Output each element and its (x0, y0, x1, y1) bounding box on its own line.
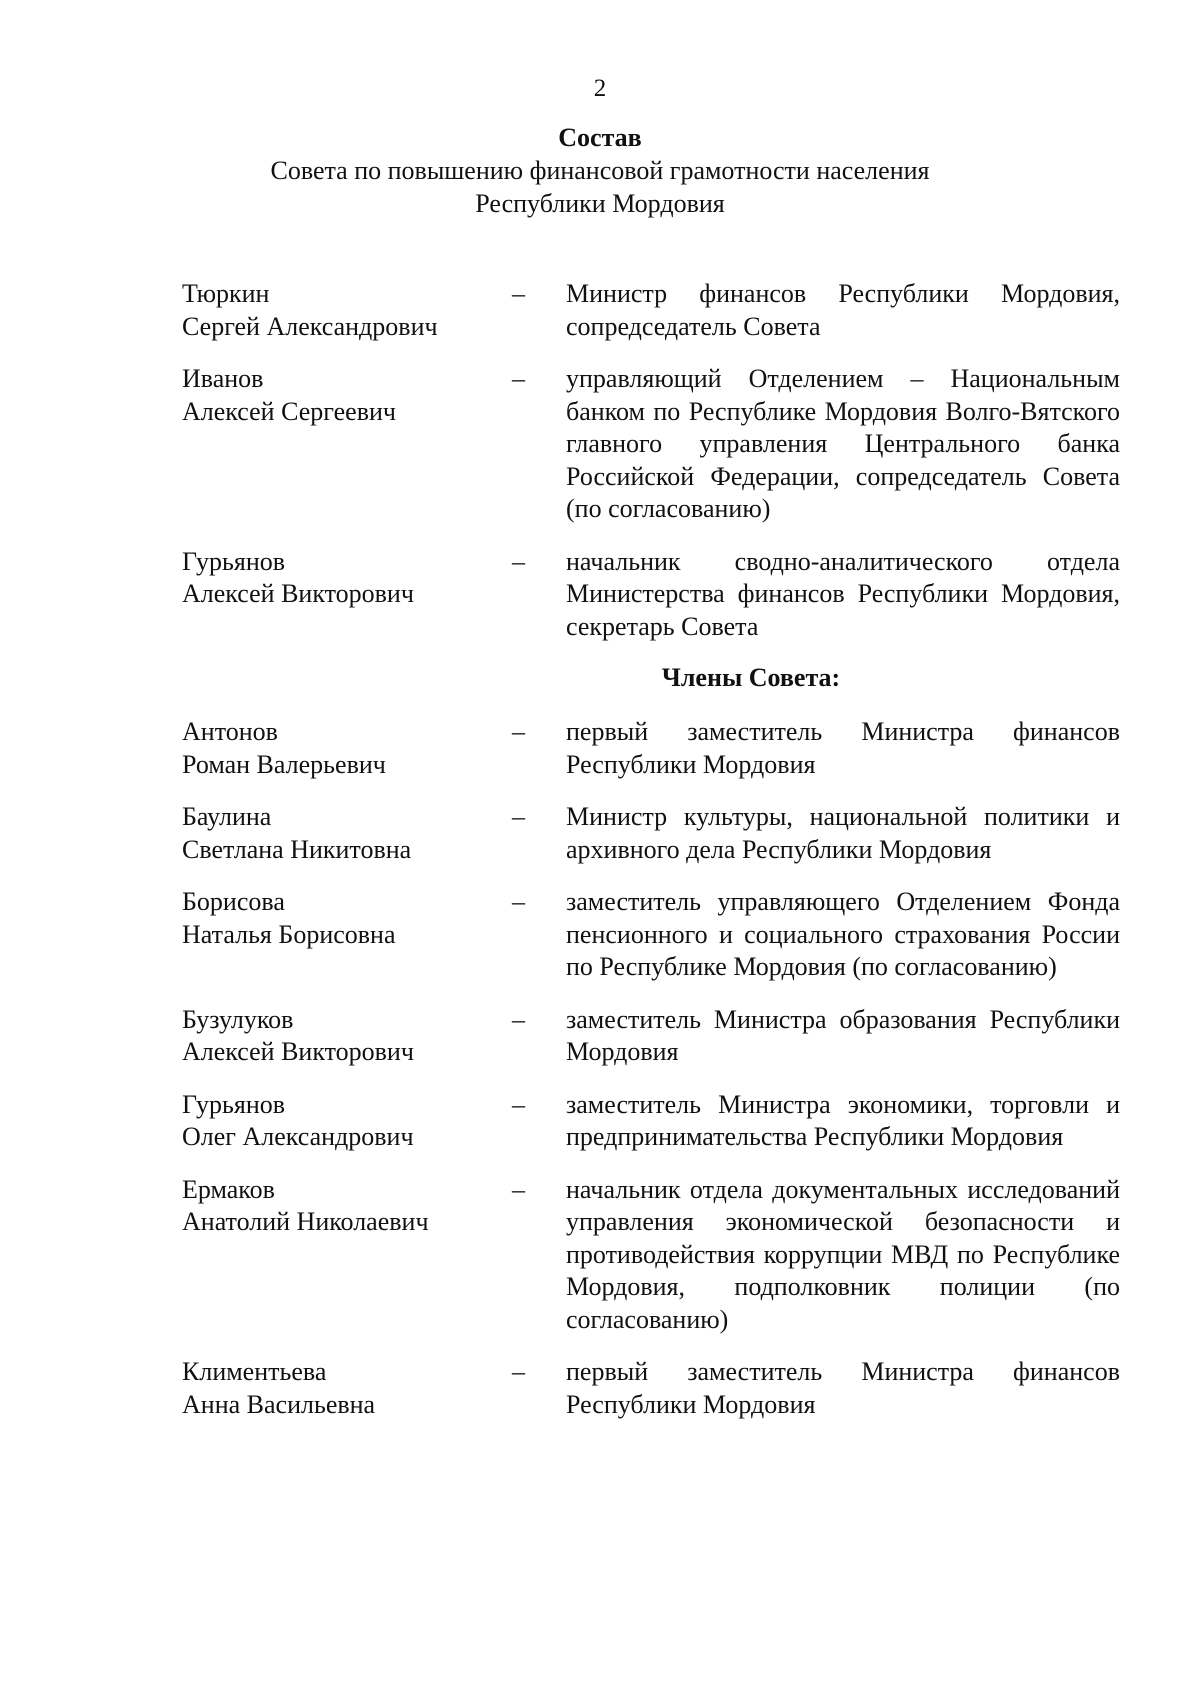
member-name (182, 363, 512, 526)
member-given-name: Анатолий Николаевич (182, 1207, 429, 1236)
dash-separator: – (512, 1174, 525, 1204)
member-role: первый заместитель Министра финансов Республики Мордовия (566, 717, 1120, 779)
member-entry (182, 801, 1120, 866)
members-section-title: Члены Совета: (661, 663, 841, 692)
member-role: управляющий Отделением – Национальным банком по Республике Мордовия Волго-Вятского главного управления Центрального банка Российской Федерации, сопредседатель Совета (по согласованию) (566, 364, 1120, 523)
member-given-name: Алексей Викторович (182, 1037, 414, 1066)
member-role: заместитель управляющего Отделением Фонда пенсионного и социального страхования России по Республике Мордовия (по согласованию) (566, 887, 1120, 981)
member-surname: Борисова (182, 887, 285, 916)
member-name (182, 1089, 512, 1154)
member-surname: Ермаков (182, 1174, 275, 1204)
dash-separator: – (512, 1089, 525, 1119)
chair-entry (182, 278, 1120, 343)
member-role: начальник отдела документальных исследований управления экономической безопасности и противодействия коррупции МВД по Республике Мордовия, подполковник полиции (по согласованию) (566, 1174, 1120, 1334)
member-surname: Гурьянов (182, 546, 286, 576)
member-name (182, 886, 512, 984)
document-heading (0, 121, 1200, 220)
member-role: Министр культуры, национальной политики и архивного дела Республики Мордовия (566, 802, 1120, 864)
member-surname: Иванов (182, 364, 264, 393)
member-entry (182, 1004, 1120, 1069)
member-name (182, 801, 512, 866)
member-entry (182, 1089, 1120, 1154)
member-given-name: Наталья Борисовна (182, 919, 396, 949)
member-role: заместитель Министра образования Республики Мордовия (566, 1004, 1120, 1066)
member-name (182, 1356, 512, 1421)
member-surname: Гурьянов (182, 1089, 286, 1119)
member-entry (182, 1174, 1120, 1337)
heading-title: Состав (558, 123, 642, 152)
member-name (182, 1004, 512, 1069)
council-list (182, 278, 1120, 1421)
dash-separator: – (512, 1357, 525, 1386)
member-surname: Антонов (182, 717, 278, 746)
member-name (182, 278, 512, 343)
member-given-name: Роман Валерьевич (182, 749, 386, 779)
member-given-name: Светлана Никитовна (182, 834, 412, 864)
member-surname: Тюркин (182, 279, 270, 308)
heading-line-2: Республики Мордовия (475, 189, 725, 218)
member-name (182, 546, 512, 644)
dash-separator: – (512, 887, 525, 916)
heading-line-1: Совета по повышению финансовой грамотности населения (270, 156, 930, 185)
member-name (182, 1174, 512, 1337)
member-role: Министр финансов Республики Мордовия, сопредседатель Совета (566, 279, 1120, 341)
member-role: первый заместитель Министра финансов Республики Мордовия (566, 1357, 1120, 1419)
chair-entry (182, 363, 1120, 526)
dash-separator: – (512, 364, 525, 393)
page-number: 2 (593, 75, 607, 102)
member-entry (182, 716, 1120, 781)
member-surname: Бузулуков (182, 1004, 294, 1034)
dash-separator: – (512, 546, 525, 576)
dash-separator: – (512, 1004, 525, 1034)
member-surname: Климентьева (182, 1357, 327, 1386)
member-given-name: Алексей Сергеевич (182, 396, 396, 426)
member-surname: Баулина (182, 802, 272, 831)
member-name (182, 716, 512, 781)
member-entry (182, 886, 1120, 984)
member-role: начальник сводно-аналитического отдела Министерства финансов Республики Мордовия, секретарь Совета (566, 546, 1120, 641)
member-entry (182, 1356, 1120, 1421)
member-role: заместитель Министра экономики, торговли и предпринимательства Республики Мордовия (566, 1089, 1120, 1151)
member-given-name: Сергей Александрович (182, 311, 438, 341)
member-given-name: Олег Александрович (182, 1122, 414, 1151)
member-given-name: Алексей Викторович (182, 579, 414, 608)
dash-separator: – (512, 802, 525, 831)
dash-separator: – (512, 717, 525, 746)
dash-separator: – (512, 279, 525, 308)
chair-entry (182, 546, 1120, 644)
member-given-name: Анна Васильевна (182, 1389, 376, 1419)
